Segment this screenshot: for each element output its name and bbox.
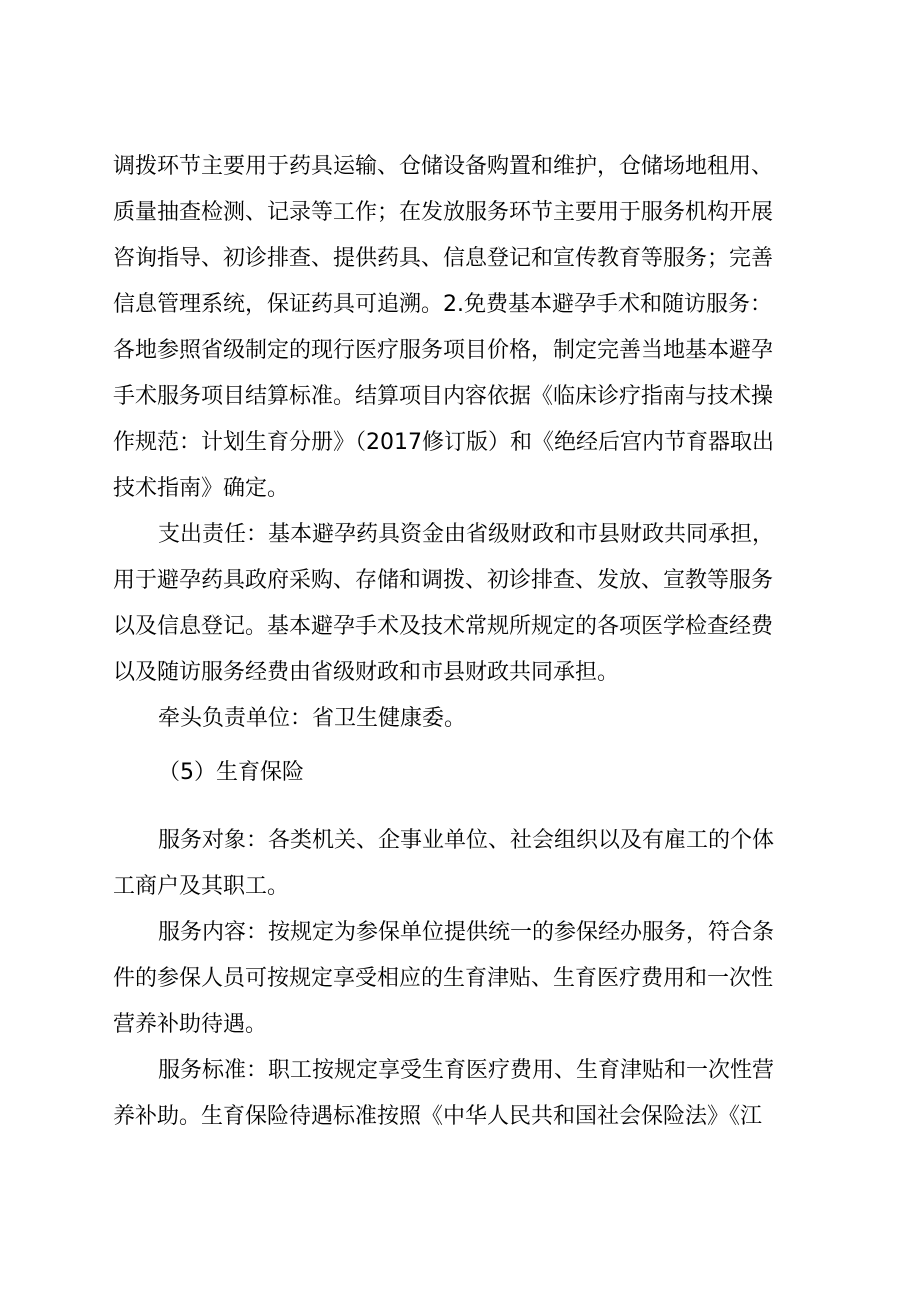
paragraph-line: 以及信息登记。基本避孕手术及技术常规所规定的各项医学检查经费 xyxy=(113,614,774,639)
section-heading: （5）生育保险 xyxy=(158,760,304,785)
paragraph-line: 营养补助待遇。 xyxy=(113,1012,268,1037)
paragraph-line: 服务标准：职工按规定享受生育医疗费用、生育津贴和一次性营 xyxy=(158,1058,775,1083)
paragraph-line: 以及随访服务经费由省级财政和市县财政共同承担。 xyxy=(113,660,620,685)
paragraph-line: 工商户及其职工。 xyxy=(113,874,290,899)
paragraph-line: 信息管理系统，保证药具可追溯。2.免费基本避孕手术和随访服务： xyxy=(113,292,772,317)
paragraph-line: 咨询指导、初诊排查、提供药具、信息登记和宣传教育等服务；完善 xyxy=(113,246,774,271)
paragraph-line: 支出责任：基本避孕药具资金由省级财政和市县财政共同承担， xyxy=(158,522,775,547)
paragraph-line: 用于避孕药具政府采购、存储和调拨、初诊排查、发放、宣教等服务 xyxy=(113,568,774,593)
paragraph-line: 服务内容：按规定为参保单位提供统一的参保经办服务，符合条 xyxy=(158,920,775,945)
paragraph-line: 件的参保人员可按规定享受相应的生育津贴、生育医疗费用和一次性 xyxy=(113,966,774,991)
paragraph-line: 服务对象：各类机关、企事业单位、社会组织以及有雇工的个体 xyxy=(158,828,775,853)
paragraph-line: 技术指南》确定。 xyxy=(113,476,290,501)
paragraph-line: 手术服务项目结算标准。结算项目内容依据《临床诊疗指南与技术操 xyxy=(113,384,774,409)
paragraph-line: 质量抽查检测、记录等工作；在发放服务环节主要用于服务机构开展 xyxy=(113,200,774,225)
paragraph-line: 养补助。生育保险待遇标准按照《中华人民共和国社会保险法》《江 xyxy=(113,1104,763,1129)
paragraph-line: 各地参照省级制定的现行医疗服务项目价格，制定完善当地基本避孕 xyxy=(113,338,774,363)
paragraph-line: 调拨环节主要用于药具运输、仓储设备购置和维护，仓储场地租用、 xyxy=(113,154,774,179)
paragraph-line: 作规范：计划生育分册》（2017修订版）和《绝经后宫内节育器取出 xyxy=(113,430,774,455)
paragraph-line: 牵头负责单位：省卫生健康委。 xyxy=(158,706,467,731)
